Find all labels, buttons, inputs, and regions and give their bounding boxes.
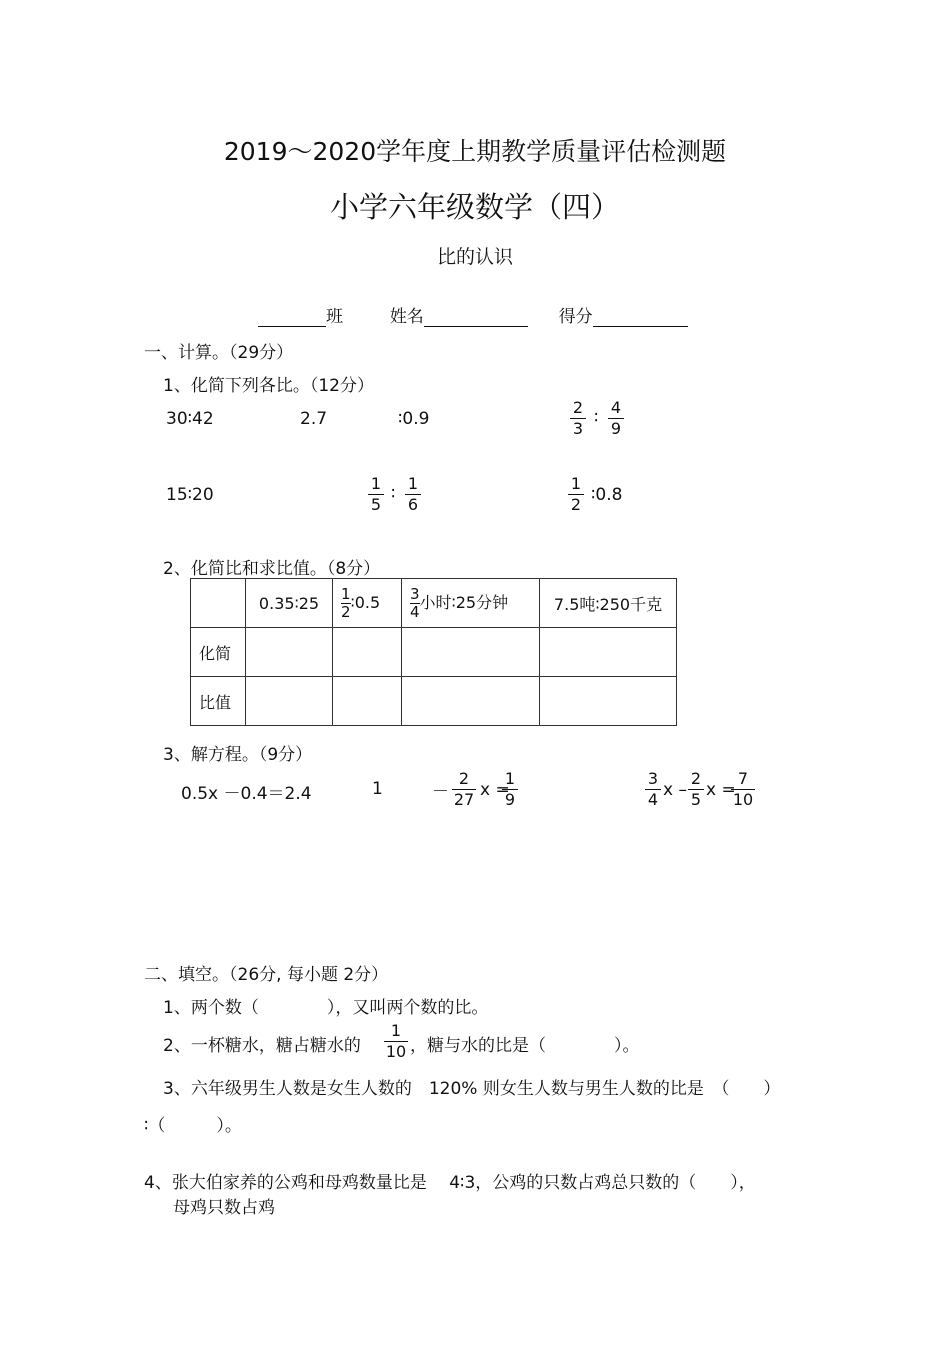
item-c-colon: ∶ xyxy=(594,408,599,428)
table-header-col4: 7.5吨∶250千克 xyxy=(540,579,677,628)
class-label: 班 xyxy=(326,307,343,327)
score-label: 得分 xyxy=(558,307,593,327)
answer-cell[interactable] xyxy=(246,628,333,677)
table-corner-cell xyxy=(191,579,246,628)
answer-cell[interactable] xyxy=(246,677,333,726)
equation-3-fraction3: $\frac{7}{10}$ xyxy=(732,769,754,809)
answer-cell[interactable] xyxy=(540,628,677,677)
student-info-row xyxy=(258,302,688,327)
fill-question-4-line2: 母鸡只数占鸡 xyxy=(173,1198,275,1218)
fill-question-2-end: ，糖与水的比是（ ）。 xyxy=(410,1036,640,1056)
equation-2-x: x = xyxy=(480,780,510,800)
equation-3-x1: x – xyxy=(663,780,687,800)
answer-cell[interactable] xyxy=(333,628,402,677)
fill-question-4-line1: 4、张大伯家养的公鸡和母鸡数量比是 4∶3，公鸡的只数占鸡总只数的（ ）， xyxy=(144,1173,756,1193)
item-b-value: 2.7 xyxy=(300,409,328,429)
item-e-colon: ∶ xyxy=(391,484,396,504)
row-label-ratio-value: 比值 xyxy=(191,677,246,726)
item-f-fraction: $\frac{1}{2}$ xyxy=(568,474,584,515)
item-c-fraction2: $\frac{4}{9}$ xyxy=(608,398,624,439)
fill-question-2-fraction: $\frac{1}{10}$ xyxy=(385,1021,407,1061)
part2-heading: 2、化简比和求比值。（8分） xyxy=(163,559,381,579)
fill-question-1: 1、两个数（ ），又叫两个数的比。 xyxy=(163,998,489,1018)
equation-2-fraction1: $\frac{2}{27}$ xyxy=(453,769,475,809)
answer-cell[interactable] xyxy=(540,677,677,726)
table-row xyxy=(191,677,677,726)
item-d: 15∶20 xyxy=(166,485,214,505)
name-label: 姓名 xyxy=(389,307,424,327)
section2-heading: 二、填空。（26分, 每小题 2分） xyxy=(144,965,389,985)
fill-question-2-start: 2、一杯糖水，糖占糖水的 xyxy=(163,1036,361,1056)
answer-cell[interactable] xyxy=(402,677,540,726)
part3-heading: 3、解方程。（9分） xyxy=(163,745,313,765)
name-blank[interactable] xyxy=(424,308,528,327)
table-header-col1: 0.35∶25 xyxy=(246,579,333,628)
fill-question-3-line1: 3、六年级男生人数是女生人数的 120% 则女生人数与男生人数的比是 （ ） xyxy=(163,1079,781,1099)
item-e-fraction1: $\frac{1}{5}$ xyxy=(368,474,384,515)
part1-heading: 1、化简下列各比。（12分） xyxy=(163,376,374,396)
score-blank[interactable] xyxy=(593,308,688,327)
item-e-fraction2: $\frac{1}{6}$ xyxy=(405,474,421,515)
item-f-ratio: ∶0.8 xyxy=(591,485,623,505)
equation-2-fraction2: $\frac{1}{9}$ xyxy=(502,769,518,810)
ratio-table xyxy=(190,578,677,726)
equation-1: 0.5x －0.4＝2.4 xyxy=(181,784,312,804)
grade-title: 小学六年级数学（四） xyxy=(329,190,620,224)
item-b-ratio: ∶0.9 xyxy=(398,409,430,429)
equation-2-term: 1 xyxy=(372,779,383,799)
table-header-col3: $\frac{3}{4}$ 小时∶25分钟 xyxy=(402,579,540,628)
answer-cell[interactable] xyxy=(333,677,402,726)
class-blank[interactable] xyxy=(258,308,326,327)
fill-question-3-line2: ∶（ ）。 xyxy=(144,1116,242,1136)
row-label-simplify: 化简 xyxy=(191,628,246,677)
item-c-fraction1: $\frac{2}{3}$ xyxy=(570,398,586,439)
equation-2-minus: － xyxy=(432,782,449,802)
equation-3-fraction2: $\frac{2}{5}$ xyxy=(688,769,704,810)
unit-subtitle: 比的认识 xyxy=(436,246,513,268)
section1-heading: 一、计算。（29分） xyxy=(144,343,294,363)
exam-title: 2019～2020学年度上期教学质量评估检测题 xyxy=(223,137,727,166)
table-header-col2: $\frac{1}{2}$ ∶0.5 xyxy=(333,579,402,628)
equation-3-x2: x = xyxy=(706,780,736,800)
table-row xyxy=(191,628,677,677)
equation-3-fraction1: $\frac{3}{4}$ xyxy=(645,769,661,810)
answer-cell[interactable] xyxy=(402,628,540,677)
item-a: 30∶42 xyxy=(166,409,214,429)
table-row xyxy=(191,579,677,628)
